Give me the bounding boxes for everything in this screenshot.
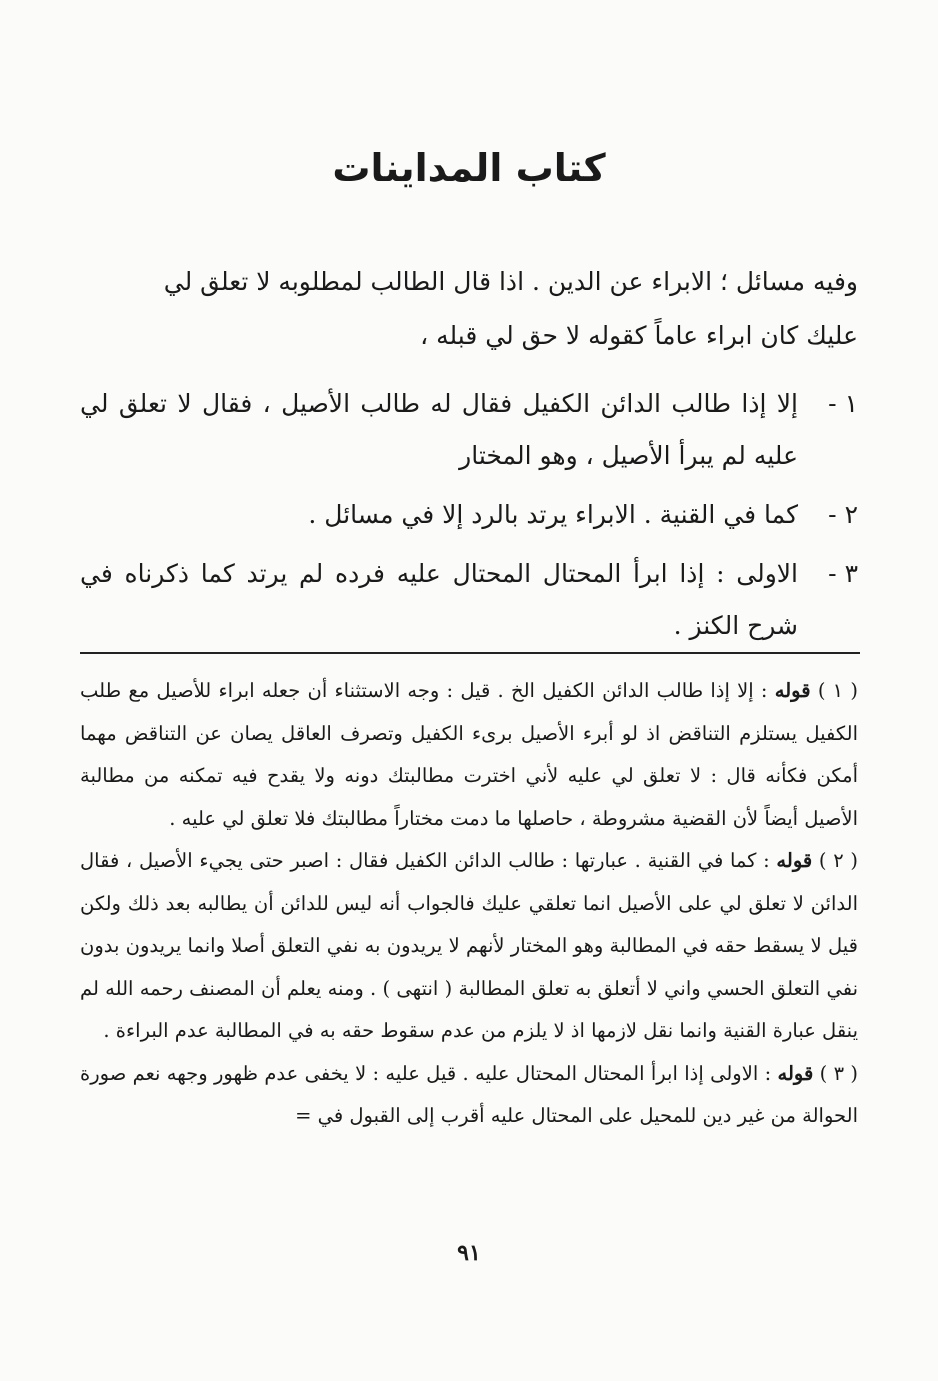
note-item	[80, 378, 858, 482]
footnote-keyword: قوله	[777, 1061, 814, 1085]
numbered-notes	[80, 378, 858, 659]
footnote-ref: ( ٣ )	[819, 1061, 859, 1085]
note-item	[80, 489, 858, 541]
note-text: إلا إذا طالب الدائن الكفيل فقال له طالب الأصيل ، فقال لا تعلق لي عليه لم يبرأ الأصيل ، وهو المختار	[80, 389, 798, 470]
note-item	[80, 548, 858, 652]
page-number: ٩١	[457, 1240, 481, 1266]
chapter-title: كتاب المداينات	[332, 146, 606, 190]
footnote-divider	[80, 652, 860, 654]
footnote-text: : كما في القنية . عبارتها : طالب الدائن الكفيل فقال : اصبر حتى يجيء الأصيل ، فقال الدائن لا تعلق لي على الأصيل انما تعلقي عليك فالجواب أنه ليس للدائن أن يطالبه بعد ذلك ولكن قيل لا يسقط حقه في المطالبة وهو المختار لأنهم لا يريدون به نفي التعلق أصلا وانما يريدون بدون نفي التعلق الحسي واني لا أتعلق به تعلق المطالبة ( انتهى ) . ومنه يعلم أن المصنف رحمه الله لم ينقل عبارة القنية وانما نقل لازمها اذ لا يلزم من عدم سقوط حقه به في المطالبة عدم البراءة .	[80, 849, 858, 1042]
footnote-keyword: قوله	[776, 849, 813, 872]
footnote	[80, 670, 858, 840]
note-number: ١ -	[828, 389, 858, 418]
footnote-text: : الاولى إذا ابرأ المحتال المحتال عليه . قيل عليه : لا يخفى عدم ظهور وجهه نعم صورة الحوالة من غير دين للمحيل على المحتال عليه أقرب إلى القبول في =	[80, 1061, 858, 1127]
note-text: كما في القنية . الابراء يرتد بالرد إلا في مسائل .	[308, 500, 798, 529]
footnote	[80, 1053, 858, 1138]
footnote-keyword: قوله	[774, 679, 811, 702]
note-number: ٣ -	[828, 559, 858, 588]
intro-paragraph	[80, 255, 858, 363]
intro-line: وفيه مسائل ؛ الابراء عن الدين . اذا قال الطالب لمطلوبه لا تعلق لي	[163, 267, 858, 296]
footnote	[80, 840, 858, 1053]
footnote-ref: ( ١ )	[817, 679, 859, 702]
note-number: ٢ -	[828, 500, 858, 529]
footnote-ref: ( ٢ )	[818, 849, 858, 872]
intro-line: عليك كان ابراء عاماً كقوله لا حق لي قبله ،	[420, 321, 858, 350]
footnotes	[80, 670, 858, 1138]
note-text: الاولى : إذا ابرأ المحتال المحتال عليه فرده لم يرتد كما ذكرناه في شرح الكنز .	[80, 559, 798, 640]
footnote-text: : إلا إذا طالب الدائن الكفيل الخ . قيل : وجه الاستثناء أن جعله ابراء للأصيل مع طلب الكفيل يستلزم التناقض اذ لو أبرء الأصيل برىء الكفيل وتصرف العاقل يصان عن التناقض مهما أمكن فكأنه قال : لا تعلق لي عليه لأني اخترت مطالبتك دونه ولا يقدح فيه تمكنه من مطالبة الأصيل أيضاً لأن القضية مشروطة ، حاصلها ما دمت مختاراً مطالبتك فلا تعلق لي عليه .	[80, 679, 858, 830]
